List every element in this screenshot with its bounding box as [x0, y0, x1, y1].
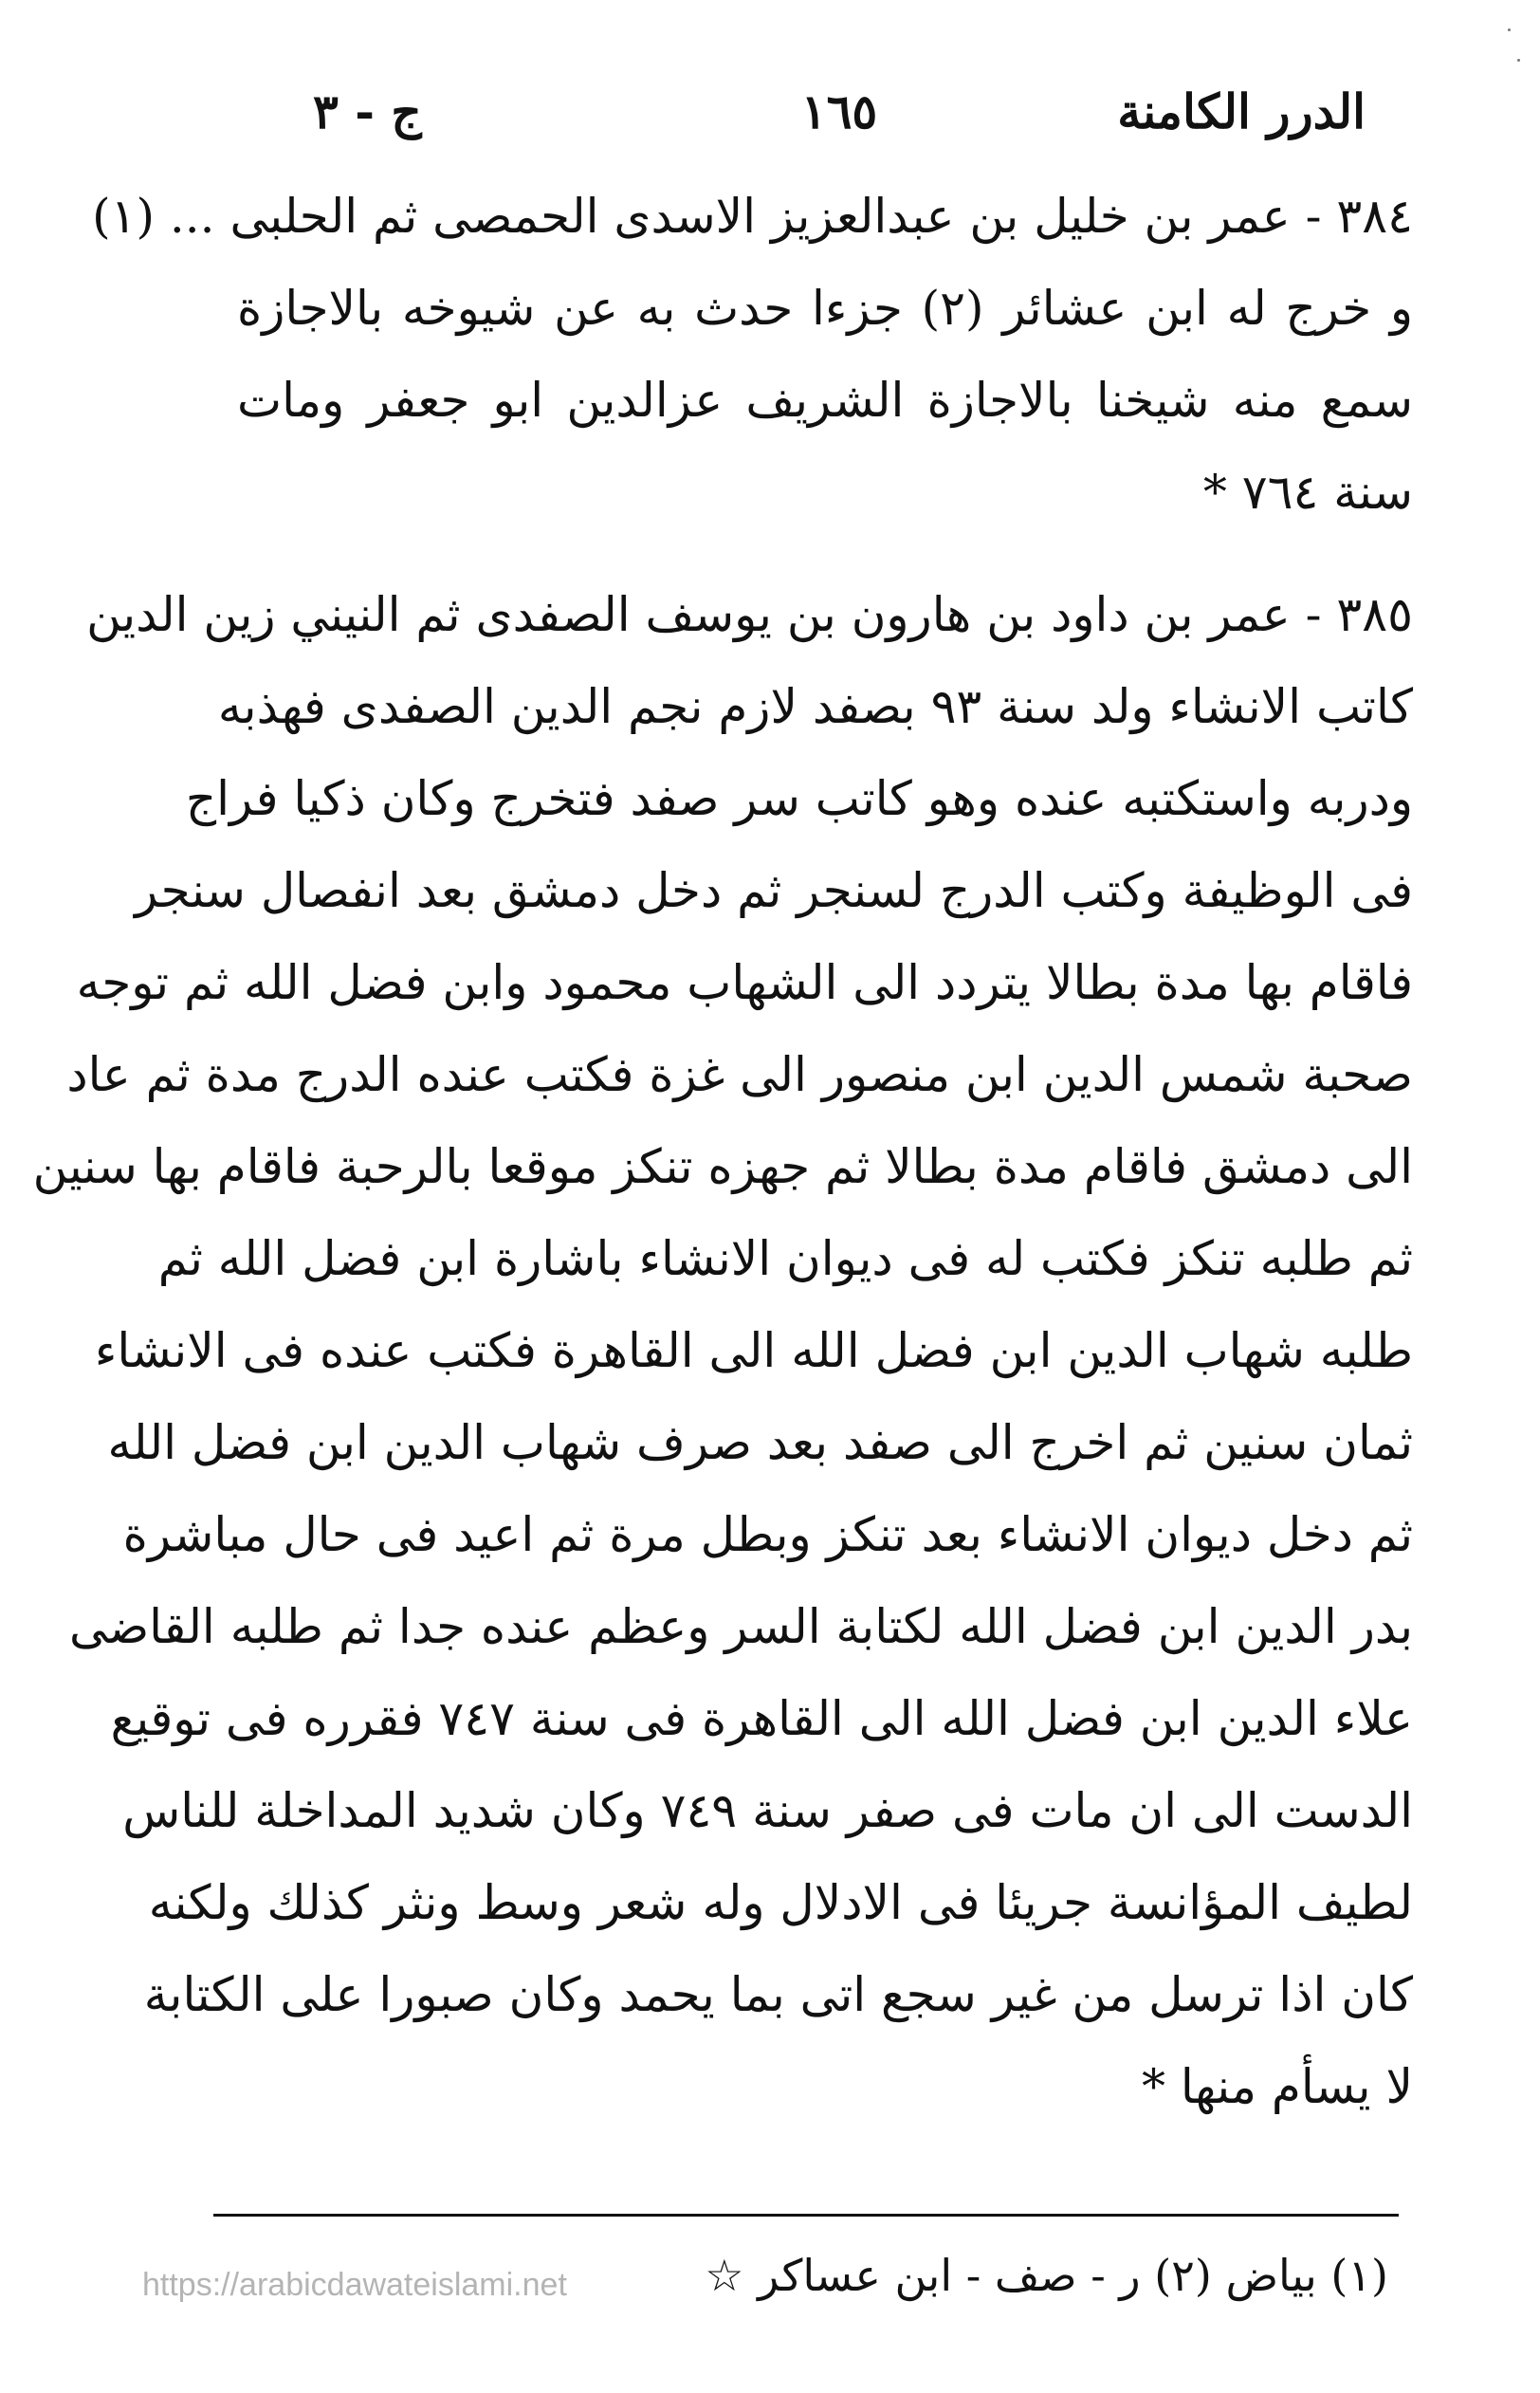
text-line: علاء الدين ابن فضل الله الى القاهرة فى سنة ٧٤٧ فقرره فى توقيع: [110, 1691, 1413, 1746]
text-line: بدر الدين ابن فضل الله لكتابة السر وعظم عنده جدا ثم طلبه القاضى: [69, 1599, 1413, 1654]
text-line: صحبة شمس الدين ابن منصور الى غزة فكتب عنده الدرج مدة ثم عاد: [66, 1047, 1413, 1102]
footnote-divider: [213, 2214, 1399, 2217]
book-title: الدرر الكامنة: [1117, 83, 1366, 139]
text-line: طلبه شهاب الدين ابن فضل الله الى القاهرة فكتب عنده فى الانشاء: [94, 1323, 1413, 1378]
text-line: لا يسأم منها *: [1141, 2059, 1413, 2114]
text-line: سمع منه شيخنا بالاجازة الشريف عزالدين ابو جعفر ومات: [237, 373, 1413, 428]
biography-entry-385: [32, 569, 1413, 2133]
text-line: فى الوظيفة وكتب الدرج لسنجر ثم دخل دمشق بعد انفصال سنجر: [135, 863, 1413, 918]
text-line: ثم طلبه تنكز فكتب له فى ديوان الانشاء باشارة ابن فضل الله ثم: [157, 1231, 1413, 1286]
biography-entry-384: [92, 171, 1413, 539]
text-line: لطيف المؤانسة جريئا فى الادلال وله شعر وسط ونثر كذلك ولكنه: [148, 1875, 1413, 1930]
text-line: ٣٨٥ - عمر بن داود بن هارون بن يوسف الصفدى ثم النيني زين الدين: [86, 587, 1413, 642]
page-header: [313, 83, 1366, 159]
scan-speck: [1508, 28, 1511, 31]
text-line: ثم دخل ديوان الانشاء بعد تنكز وبطل مرة ثم اعيد فى حال مباشرة: [122, 1507, 1413, 1562]
text-line: الى دمشق فاقام مدة بطالا ثم جهزه تنكز موقعا بالرحبة فاقام بها سنين: [32, 1139, 1413, 1194]
text-line: ودربه واستكتبه عنده وهو كاتب سر صفد فتخرج وكان ذكيا فراج: [185, 771, 1413, 826]
text-line: سنة ٧٦٤ *: [1202, 465, 1413, 520]
scan-speck: [1517, 59, 1520, 62]
text-line: فاقام بها مدة بطالا يتردد الى الشهاب محمود وابن فضل الله ثم توجه: [76, 955, 1413, 1010]
text-line: كاتب الانشاء ولد سنة ٩٣ بصفد لازم نجم الدين الصفدى فهذبه: [217, 679, 1413, 734]
text-line: الدست الى ان مات فى صفر سنة ٧٤٩ وكان شديد المداخلة للناس: [122, 1783, 1413, 1838]
text-line: ثمان سنين ثم اخرج الى صفد بعد صرف شهاب الدين ابن فضل الله: [107, 1415, 1413, 1470]
text-line: و خرج له ابن عشائر (٢) جزءا حدث به عن شيوخه بالاجازة: [237, 281, 1413, 336]
page-number: ١٦٥: [800, 83, 878, 139]
watermark-url: https://arabicdawateislami.net: [142, 2267, 567, 2303]
text-line: ٣٨٤ - عمر بن خليل بن عبدالعزيز الاسدى الحمصى ثم الحلبى ... (١): [92, 189, 1413, 244]
volume-number: ج - ٣: [313, 83, 422, 139]
text-line: كان اذا ترسل من غير سجع اتى بما يحمد وكان صبورا على الكتابة: [143, 1967, 1413, 2022]
footnote: (١) بياض (٢) ر - صف - ابن عساكر ☆: [705, 2250, 1388, 2301]
